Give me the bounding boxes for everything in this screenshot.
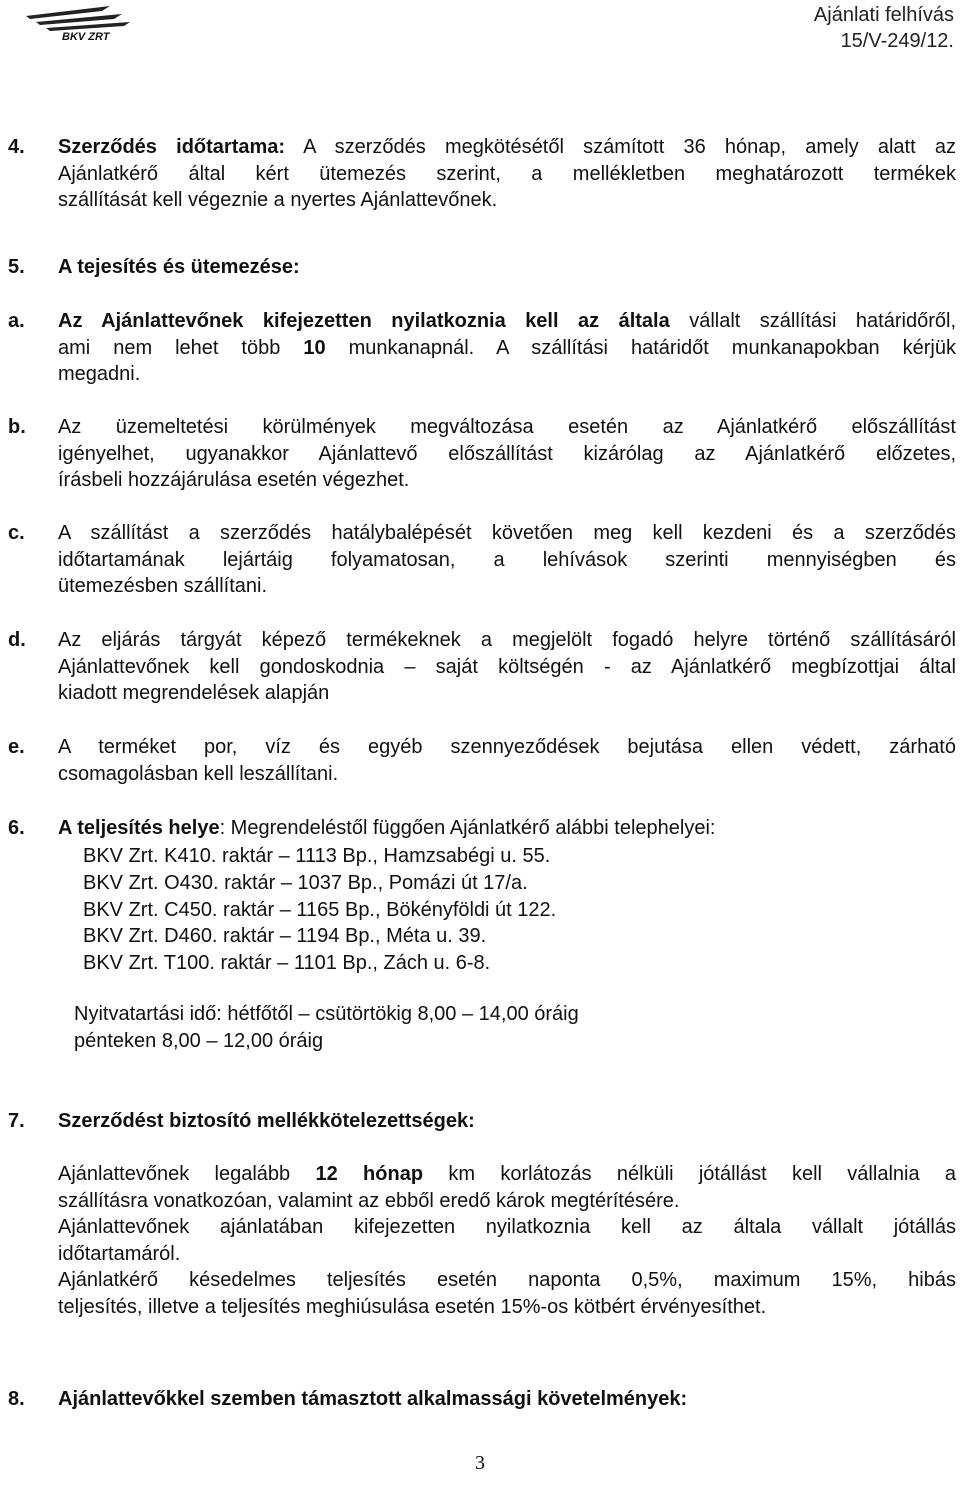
list-item: BKV Zrt. D460. raktár – 1194 Bp., Méta u. 39. — [83, 925, 487, 948]
site-list — [83, 843, 943, 977]
opening-hours: Nyitvatartási idő: hétfőtől – csütörtökig 8,00 – 14,00 óráig pénteken 8,00 – 12,00 óráig — [74, 1003, 579, 1052]
section-text: Szerződés időtartama: A szerződés megkötésétől számított 36 hónap, amely alatt az Ajánlatkérő által kért ütemezés szerint, a mellékletben meghatározott termékek szállítását kell végeznie a nyertes Ajánlattevőnek. — [58, 136, 957, 211]
list-item: BKV Zrt. C450. raktár – 1165 Bp., Bökényföldi út 122. — [83, 898, 557, 921]
item-5a: a. Az Ajánlattevőnek kifejezetten nyilatkoznia kell az általa vállalt szállítási határidőről, ami nem lehet több 10 munkanapnál. A szállítási határidőt munkanapokban kérjük megadni. — [8, 310, 956, 385]
section-number: 6. — [8, 817, 25, 839]
item-label: b. — [8, 416, 26, 438]
section-title: Szerződés időtartama: — [58, 136, 286, 158]
section-number: 4. — [8, 136, 25, 158]
page-header — [814, 2, 954, 54]
section-7-text: Ajánlattevőnek legalább 12 hónap km korlátozás nélküli jótállást kell vállalnia a szállításra vonatkozóan, valamint az ebből eredő károk megtérítésére. Ajánlattevőnek ajánlatában kifejezetten nyilatkoznia kell az általa vállalt jótállás időtartamáról. Ajánlatkérő késedelmes teljesítés esetén naponta 0,5%, maximum 15%, hibás teljesítés, illetve a teljesítés meghiúsulása esetén 15%-os kötbért érvényesíthet. — [58, 1163, 957, 1318]
logo-text: BKV ZRT — [62, 31, 110, 42]
item-5b: b. Az üzemeltetési körülmények megváltozása esetén az Ajánlatkérő előszállítást igényelhet, ugyanakkor Ajánlattevő előszállítást kizárólag az Ajánlatkérő előzetes, írásbeli hozzájárulása esetén végezhet. — [8, 416, 956, 491]
list-item: BKV Zrt. O430. raktár – 1037 Bp., Pomázi út 17/a. — [83, 871, 528, 894]
page-number: 3 — [475, 1452, 485, 1474]
item-5d: d. Az eljárás tárgyát képező termékeknek a megjelölt fogadó helyre történő szállításáról Ajánlattevőnek kell gondoskodnia – saját költségén - az Ajánlatkérő megbízottjai által kiadott megrendelések alapján — [8, 629, 956, 704]
section-4 — [8, 134, 956, 214]
bkv-logo — [22, 2, 134, 42]
doc-type: Ajánlati felhívás — [813, 4, 954, 26]
item-label: c. — [8, 522, 25, 544]
section-8 — [8, 1386, 956, 1413]
section-7 — [8, 1108, 956, 1135]
section-5 — [8, 254, 956, 281]
section-title: Ajánlattevőkkel szemben támasztott alkalmassági követelmények: — [58, 1388, 688, 1410]
section-title: A tejesítés és ütemezése: — [58, 256, 300, 278]
doc-reference: 15/V-249/12. — [840, 30, 954, 52]
section-title: Szerződést biztosító mellékkötelezettségek: — [58, 1110, 475, 1132]
section-number: 7. — [8, 1110, 25, 1132]
section-6: 6. A teljesítés helye: Megrendeléstől függően Ajánlatkérő alábbi telephelyei: — [8, 815, 956, 842]
item-5e: e. A terméket por, víz és egyéb szennyeződések bejutása ellen védett, zárható csomagolásban kell leszállítani. — [8, 736, 956, 785]
list-item: BKV Zrt. T100. raktár – 1101 Bp., Zách u. 6-8. — [83, 952, 491, 975]
item-label: e. — [8, 736, 25, 758]
list-item: BKV Zrt. K410. raktár – 1113 Bp., Hamzsabégi u. 55. — [83, 845, 551, 867]
item-label: a. — [8, 310, 25, 332]
item-label: d. — [8, 629, 26, 651]
section-number: 8. — [8, 1388, 25, 1410]
item-5c: c. A szállítást a szerződés hatálybalépését követően meg kell kezdeni és a szerződés időtartamának lejártáig folyamatosan, a lehívások szerinti mennyiségben és ütemezésben szállítani. — [8, 522, 956, 597]
section-title: A teljesítés helye — [58, 817, 220, 839]
section-number: 5. — [8, 256, 25, 278]
